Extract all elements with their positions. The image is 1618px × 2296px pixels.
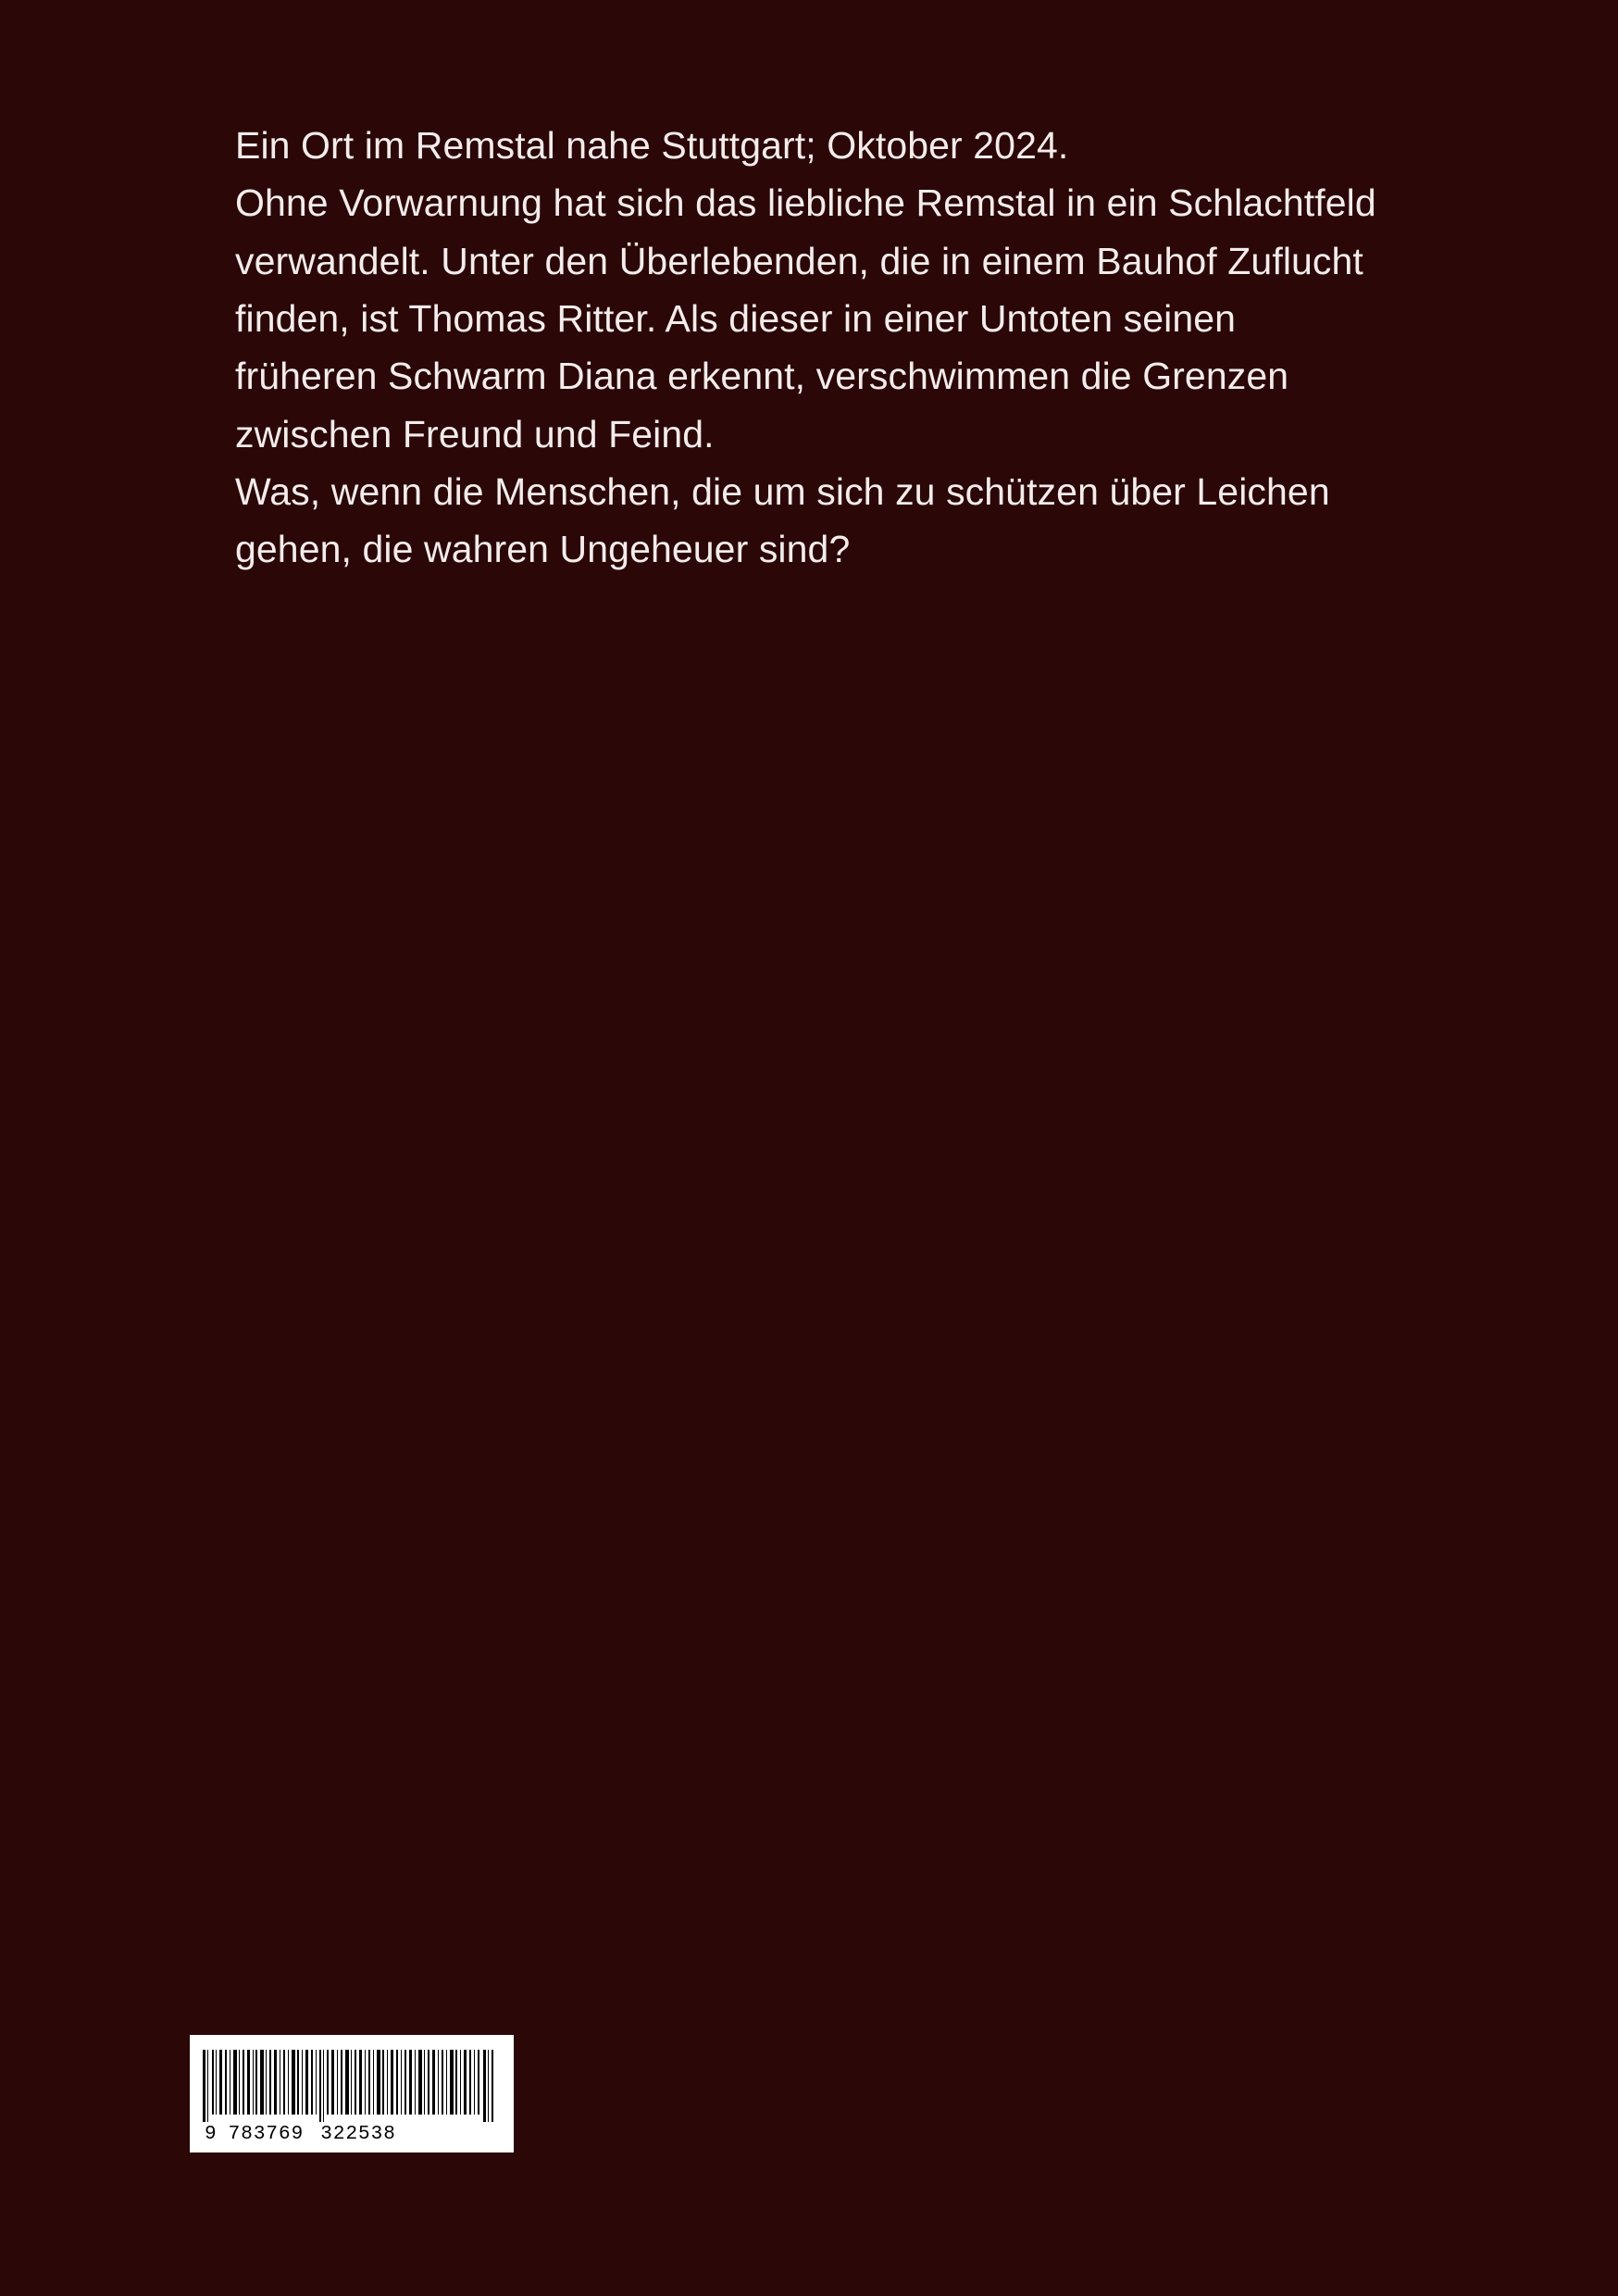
barcode-number bbox=[203, 2124, 501, 2145]
blurb-text bbox=[235, 117, 1378, 579]
blurb-paragraph-3: Was, wenn die Menschen, die um sich zu schützen über Leichen gehen, die wahren Ungeheuer sind? bbox=[235, 469, 1330, 571]
barcode-group-1: 783769 bbox=[228, 2124, 305, 2145]
isbn-barcode bbox=[190, 2035, 514, 2152]
barcode-bars-icon bbox=[203, 2050, 501, 2122]
barcode-group-2: 322538 bbox=[320, 2124, 396, 2145]
barcode-lead-digit: 9 bbox=[205, 2124, 218, 2145]
blurb-paragraph-2: Ohne Vorwarnung hat sich das liebliche Remstal in ein Schlachtfeld verwandelt. Unter den Überlebenden, die in einem Bauhof Zuflucht finden, ist Thomas Ritter. Als dieser in einer Untoten seinen früheren Schwarm Diana erkennt, verschwimmen die Grenzen zwischen Freund und Feind. bbox=[235, 181, 1376, 455]
blurb-paragraph-1: Ein Ort im Remstal nahe Stuttgart; Oktober 2024. bbox=[235, 124, 1069, 167]
